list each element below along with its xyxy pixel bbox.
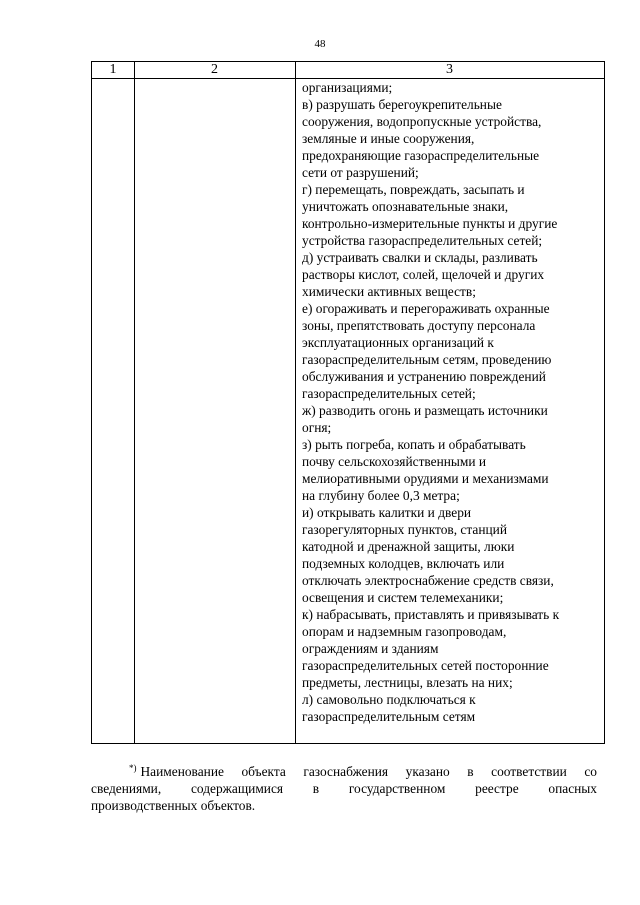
table-text-line: з) рыть погреба, копать и обрабатывать <box>302 437 526 452</box>
table-text-line: огня; <box>302 420 332 435</box>
column-divider-2 <box>295 62 296 743</box>
table-text-line: в) разрушать берегоукрепительные <box>302 97 502 112</box>
header-cell-2: 2 <box>211 62 218 77</box>
footnote-marker: *) <box>129 762 137 773</box>
table-text-line: уничтожать опознавательные знаки, <box>302 199 509 214</box>
table-text-line: земляные и иные сооружения, <box>302 131 475 146</box>
table-text-line: химически активных веществ; <box>302 284 476 299</box>
header-cell-1: 1 <box>109 62 117 77</box>
table-text-line: освещения и систем телемеханики; <box>302 590 504 605</box>
footnote-line-3: производственных объектов. <box>91 798 256 813</box>
table-text-line: е) огораживать и перегораживать охранные <box>302 301 550 316</box>
column-3-text <box>302 79 602 725</box>
table-text-line: организациями; <box>302 80 393 95</box>
table-text-line: газораспределительных сетей посторонние <box>302 658 549 673</box>
table-text-line: зоны, препятствовать доступу персонала <box>302 318 536 333</box>
table-text-line: ж) разводить огонь и размещать источники <box>302 403 548 418</box>
table-text-line: обслуживания и устранению повреждений <box>302 369 546 384</box>
table-text-line: газорегуляторных пунктов, станций <box>302 522 508 537</box>
header-cell-3: 3 <box>446 62 453 77</box>
footnote-line-2: сведениями, содержащимися в государственном реестре опасных <box>91 781 597 796</box>
footnote <box>91 763 597 814</box>
table-text-line: эксплуатационных организаций к <box>302 335 494 350</box>
table-text-line: л) самовольно подключаться к <box>302 692 476 707</box>
table-text-line: газораспределительным сетям, проведению <box>302 352 552 367</box>
page-number: 48 <box>314 38 326 50</box>
table-text-line: почву сельскохозяйственными и <box>302 454 487 469</box>
column-divider-1 <box>134 62 135 743</box>
table-header-row <box>92 62 604 79</box>
table-text-line: отключать электроснабжение средств связи, <box>302 573 554 588</box>
table-text-line: контрольно-измерительные пункты и другие <box>302 216 558 231</box>
table-text-line: сооружения, водопропускные устройства, <box>302 114 542 129</box>
table-text-line: ограждениям и зданиям <box>302 641 439 656</box>
table-text-line: д) устраивать свалки и склады, разливать <box>302 250 538 265</box>
table-text-line: опорам и надземным газопроводам, <box>302 624 507 639</box>
table-text-line: мелиоративными орудиями и механизмами <box>302 471 549 486</box>
table-text-line: газораспределительным сетям <box>302 709 476 724</box>
table-text-line: к) набрасывать, приставлять и привязывать к <box>302 607 560 622</box>
table-text-line: предметы, лестницы, влезать на них; <box>302 675 513 690</box>
table-text-line: катодной и дренажной защиты, люки <box>302 539 515 554</box>
table-text-line: газораспределительных сетей; <box>302 386 476 401</box>
table-text-line: устройства газораспределительных сетей; <box>302 233 543 248</box>
table-text-line: сети от разрушений; <box>302 165 419 180</box>
table-text-line: и) открывать калитки и двери <box>302 505 472 520</box>
footnote-line-1-text: Наименование объекта газоснабжения указано в соответствии со <box>140 764 597 779</box>
footnote-line-1 <box>91 763 597 780</box>
table-text-line: подземных колодцев, включать или <box>302 556 505 571</box>
document-table <box>91 61 605 744</box>
table-text-line: на глубину более 0,3 метра; <box>302 488 460 503</box>
table-text-line: растворы кислот, солей, щелочей и других <box>302 267 545 282</box>
table-text-line: предохраняющие газораспределительные <box>302 148 540 163</box>
table-text-line: г) перемещать, повреждать, засыпать и <box>302 182 525 197</box>
